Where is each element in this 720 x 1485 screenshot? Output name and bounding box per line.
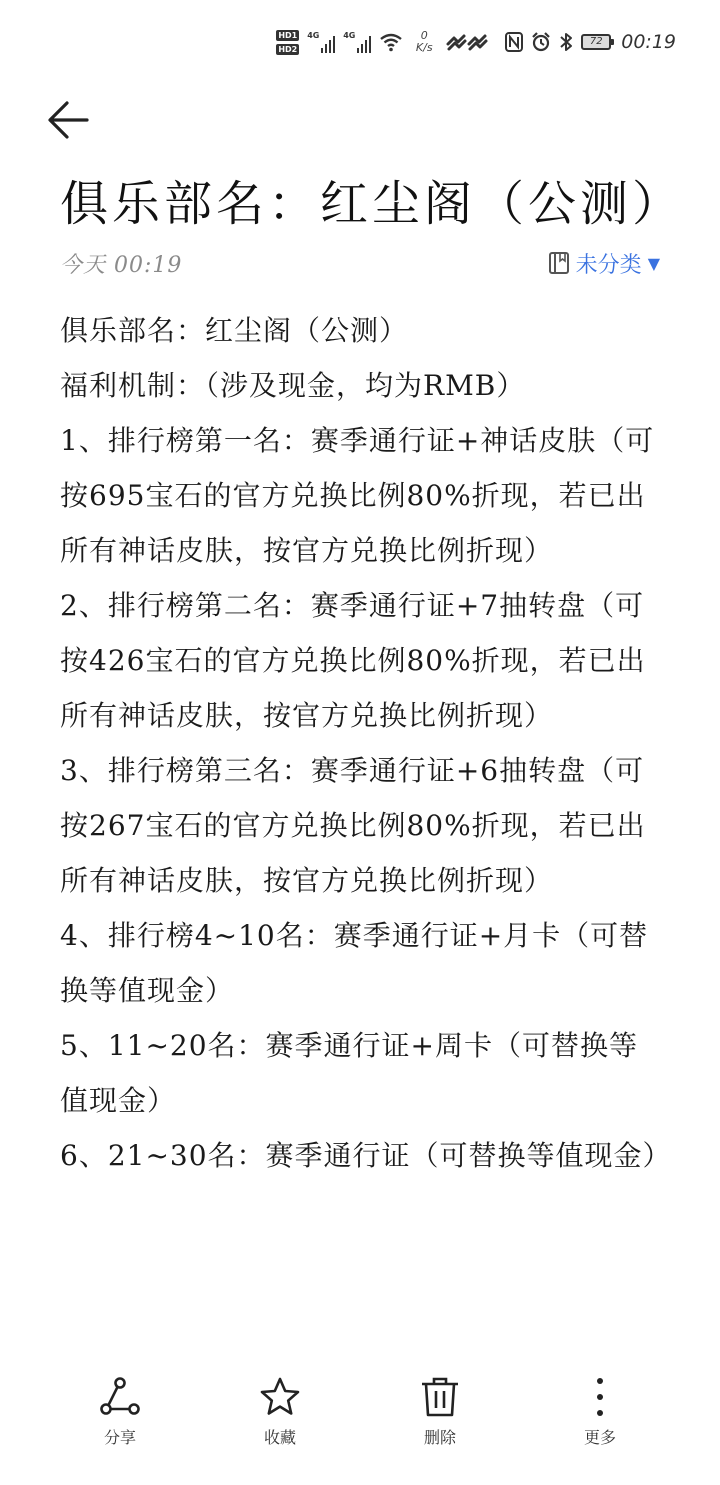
back-button[interactable] (44, 98, 92, 146)
signal-icon-2 (343, 31, 371, 53)
more-vertical-icon (578, 1375, 622, 1419)
paragraph-rank-11-20: 5、11~20名：赛季通行证+周卡（可替换等值现金） (60, 1029, 638, 1117)
network-type-label-2: 4G (343, 31, 356, 40)
alarm-icon (531, 32, 551, 52)
share-label: 分享 (103, 1428, 136, 1447)
network-speed-unit: K/s (415, 41, 433, 54)
paragraph-rank-3: 3、排行榜第三名：赛季通行证+6抽转盘（可按267宝石的官方兑换比例80%折现，若已出所有神话皮肤，按官方兑换比例折现） (60, 754, 646, 897)
network-type-label: 4G (307, 31, 320, 40)
note-title[interactable]: 俱乐部名：红尘阁（公测） (60, 176, 685, 232)
trash-icon (418, 1375, 462, 1419)
arrow-left-icon (47, 100, 89, 144)
bottom-toolbar (0, 1375, 720, 1485)
battery-level: 72 (589, 36, 603, 47)
hd1-badge: HD1 (278, 30, 298, 40)
hd-indicator (276, 30, 299, 55)
note-content[interactable] (60, 303, 672, 1183)
category-selector[interactable] (548, 248, 660, 279)
favorite-label: 收藏 (263, 1428, 296, 1447)
link-icon (445, 32, 489, 52)
bluetooth-icon (559, 32, 573, 52)
status-bar (248, 22, 676, 62)
paragraph-welfare: 福利机制：（涉及现金，均为RMB） (60, 369, 526, 402)
wifi-icon (379, 32, 403, 52)
notebook-icon (548, 251, 570, 275)
status-clock: 00:19 (621, 31, 676, 53)
paragraph-rank-4-10: 4、排行榜4~10名：赛季通行证+月卡（可替换等值现金） (60, 919, 649, 1007)
paragraph-club-name: 俱乐部名：红尘阁（公测） (60, 314, 409, 347)
signal-icon (307, 31, 335, 53)
battery-icon (581, 34, 611, 50)
paragraph-rank-21-30: 6、21~30名：赛季通行证（可替换等值现金） (60, 1139, 672, 1172)
paragraph-rank-2: 2、排行榜第二名：赛季通行证+7抽转盘（可按426宝石的官方兑换比例80%折现，若已出所有神话皮肤，按官方兑换比例折现） (60, 589, 646, 732)
delete-label: 删除 (423, 1428, 456, 1447)
favorite-button[interactable] (230, 1375, 330, 1448)
network-speed-value: 0 (420, 29, 428, 42)
category-label: 未分类 (575, 252, 642, 278)
share-icon (98, 1375, 142, 1419)
network-speed (411, 30, 437, 54)
nfc-icon (505, 32, 523, 52)
caret-down-icon: ▼ (647, 253, 660, 273)
star-icon (258, 1375, 302, 1419)
note-meta (60, 248, 660, 278)
more-button[interactable] (550, 1375, 650, 1448)
share-button[interactable] (70, 1375, 170, 1448)
delete-button[interactable] (390, 1375, 490, 1448)
more-label: 更多 (583, 1428, 616, 1447)
hd2-badge: HD2 (278, 44, 298, 54)
note-date: 今天 00:19 (60, 252, 183, 278)
paragraph-rank-1: 1、排行榜第一名：赛季通行证+神话皮肤（可按695宝石的官方兑换比例80%折现，若已出所有神话皮肤，按官方兑换比例折现） (60, 424, 655, 567)
